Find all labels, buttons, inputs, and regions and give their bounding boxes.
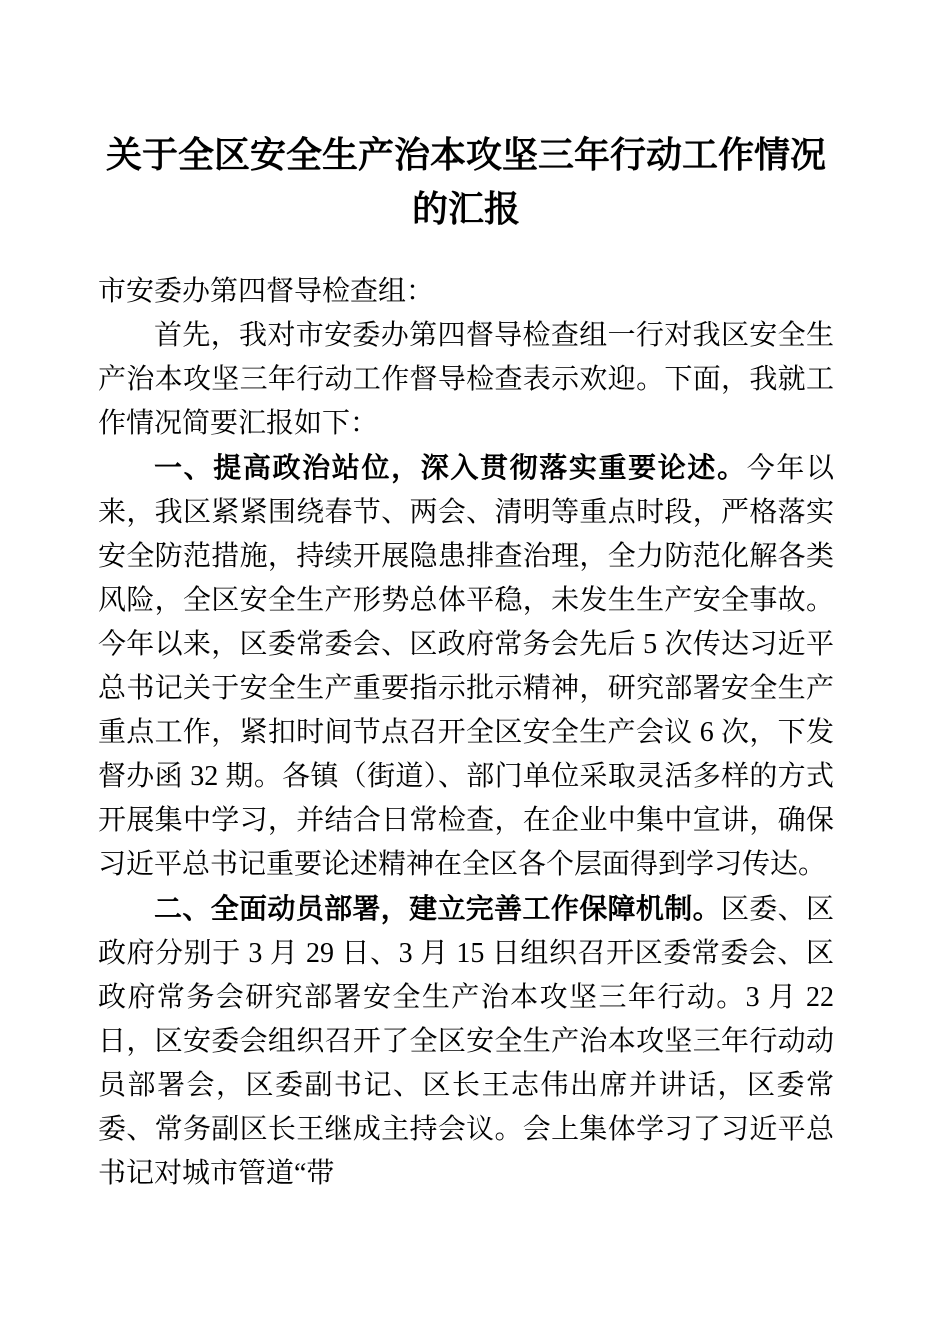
paragraph-text: 首先，我对市安委办第四督导检查组一行对我区安全生产治本攻坚三年行动工作督导检查表示欢迎。下面，我就工作情况简要汇报如下： xyxy=(98,320,834,439)
body-paragraph xyxy=(98,314,834,446)
section-heading: 二、全面动员部署，建立完善工作保障机制。 xyxy=(154,893,721,924)
paragraph-text: 区委、区政府分别于 3 月 29 日、3 月 15 日组织召开区委常委会、区政府常务会研究部署安全生产治本攻坚三年行动。3 月 22 日，区安委会组织召开了全区安全生产治本攻坚三年行动动员部署会，区委副书记、区长王志伟出席并讲话，区委常委、常务副区长王继成主持会议。会上集体学习了习近平总书记对城市管道“带 xyxy=(98,894,834,1189)
section-heading: 一、提高政治站位，深入贯彻落实重要论述。 xyxy=(154,452,747,483)
document-title: 关于全区安全生产治本攻坚三年行动工作情况的汇报 xyxy=(105,135,826,229)
body-paragraph xyxy=(98,446,834,887)
paragraph-list xyxy=(98,314,834,1196)
salutation-line: 市安委办第四督导检查组： xyxy=(98,276,435,307)
body-paragraph xyxy=(98,887,834,1196)
paragraph-text: 今年以来，我区紧紧围绕春节、两会、清明等重点时段，严格落实安全防范措施，持续开展隐患排查治理，全力防范化解各类风险，全区安全生产形势总体平稳，未发生生产安全事故。今年以来，区委常委会、区政府常务会先后 5 次传达习近平总书记关于安全生产重要指示批示精神，研究部署安全生产重点工作，紧扣时间节点召开全区安全生产会议 6 次，下发督办函 32 期。各镇（街道）、部门单位采取灵活多样的方式开展集中学习，并结合日常检查，在企业中集中宣讲，确保习近平总书记重要论述精神在全区各个层面得到学习传达。 xyxy=(98,453,834,880)
